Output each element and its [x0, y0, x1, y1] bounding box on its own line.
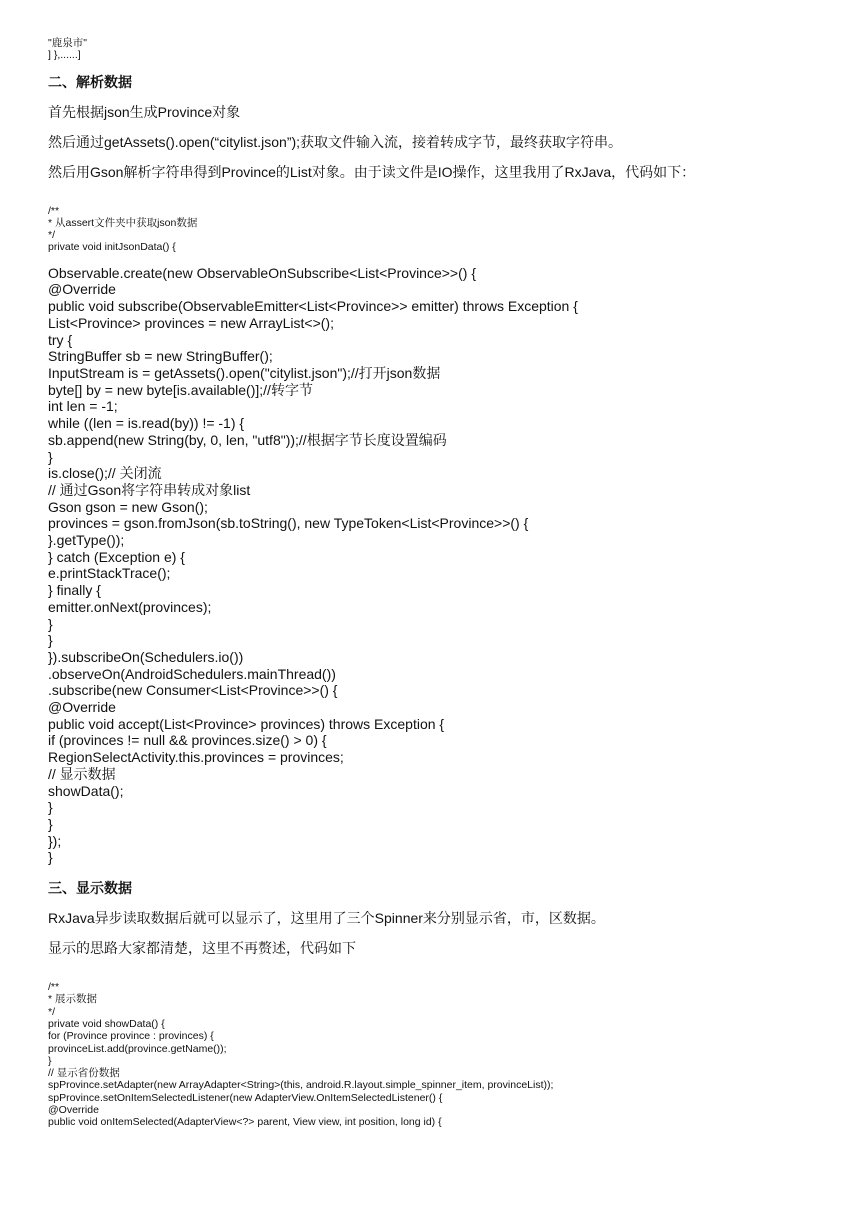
- code-line: byte[] by = new byte[is.available()];//转字节: [48, 381, 313, 398]
- code-line: is.close();// 关闭流: [48, 465, 162, 482]
- code-line: sb.append(new String(by, 0, len, "utf8"));//根据字节长度设置编码: [48, 431, 447, 448]
- code-block-init-json: [48, 265, 848, 866]
- code-line: }: [48, 448, 53, 465]
- code-line: }.getType());: [48, 532, 125, 549]
- paragraph: RxJava异步读取数据后就可以显示了，这里用了三个Spinner来分别显示省，市，区数据。: [48, 910, 605, 927]
- code-line: try {: [48, 331, 73, 348]
- code-line: provinceList.add(province.getName());: [48, 1042, 227, 1055]
- paragraph: 然后通过getAssets().open(“citylist.json”);获取文件输入流，接着转成字节，最终获取字符串。: [48, 133, 623, 150]
- code-line: }: [48, 1054, 52, 1067]
- top-fragment: [48, 37, 848, 62]
- code-line: // 显示数据: [48, 765, 116, 782]
- code-line: }).subscribeOn(Schedulers.io()): [48, 648, 244, 665]
- code-line: }: [48, 632, 53, 649]
- code-block-show-data: [48, 981, 848, 1129]
- section-heading-parse: 二、解析数据: [48, 73, 132, 90]
- code-line: public void accept(List<Province> provinces) throws Exception {: [48, 715, 445, 732]
- code-line: /**: [48, 204, 60, 217]
- code-line: .observeOn(AndroidSchedulers.mainThread()): [48, 665, 336, 682]
- code-line: ] },......]: [48, 49, 81, 62]
- paragraph: 首先根据json生成Province对象: [48, 103, 241, 120]
- code-line: Gson gson = new Gson();: [48, 498, 208, 515]
- code-line: // 通过Gson将字符串转成对象list: [48, 481, 251, 498]
- code-line: InputStream is = getAssets().open("citylist.json");//打开json数据: [48, 365, 441, 381]
- code-line: public void onItemSelected(AdapterView<?> parent, View view, int position, long id) {: [48, 1116, 442, 1129]
- code-line: List<Province> provinces = new ArrayList<>();: [48, 314, 334, 331]
- code-line: } finally {: [48, 582, 101, 599]
- code-line: .subscribe(new Consumer<List<Province>>() {: [48, 682, 338, 699]
- code-line: "鹿泉市": [48, 37, 87, 49]
- code-line: }: [48, 849, 53, 866]
- code-line: public void subscribe(ObservableEmitter<List<Province>> emitter) throws Exception {: [48, 298, 578, 315]
- code-line: StringBuffer sb = new StringBuffer();: [48, 348, 273, 365]
- code-line: private void initJsonData() {: [48, 241, 176, 254]
- code-line: @Override: [48, 1104, 99, 1117]
- code-line: /**: [48, 981, 60, 994]
- code-block-comment: [48, 205, 848, 254]
- document-page: [48, 37, 848, 1129]
- code-line: Observable.create(new ObservableOnSubscribe<List<Province>>() {: [48, 264, 476, 281]
- code-line: @Override: [48, 281, 116, 298]
- code-line: } catch (Exception e) {: [48, 548, 185, 565]
- code-line: showData();: [48, 782, 124, 799]
- code-line: */: [48, 229, 56, 242]
- code-line: * 从assert文件夹中获取json数据: [48, 216, 198, 229]
- code-line: for (Province province : provinces) {: [48, 1030, 214, 1043]
- code-line: });: [48, 832, 62, 849]
- section-heading-display: 三、显示数据: [48, 880, 132, 897]
- code-line: * 展示数据: [48, 993, 98, 1006]
- code-line: if (provinces != null && provinces.size() > 0) {: [48, 732, 327, 749]
- paragraph: 显示的思路大家都清楚，这里不再赘述，代码如下: [48, 940, 356, 957]
- paragraph: 然后用Gson解析字符串得到Province的List对象。由于读文件是IO操作，这里我用了RxJava，代码如下：: [48, 163, 696, 180]
- code-line: }: [48, 799, 53, 816]
- code-line: }: [48, 615, 53, 632]
- code-line: */: [48, 1005, 56, 1018]
- code-line: while ((len = is.read(by)) != -1) {: [48, 415, 245, 432]
- code-line: private void showData() {: [48, 1017, 165, 1030]
- code-line: // 显示省份数据: [48, 1067, 120, 1080]
- code-line: int len = -1;: [48, 398, 118, 415]
- code-line: spProvince.setAdapter(new ArrayAdapter<String>(this, android.R.layout.simple_spinner_item, provinceList));: [48, 1079, 554, 1092]
- code-line: }: [48, 815, 53, 832]
- code-line: RegionSelectActivity.this.provinces = provinces;: [48, 749, 344, 766]
- code-line: @Override: [48, 699, 116, 716]
- code-line: spProvince.setOnItemSelectedListener(new AdapterView.OnItemSelectedListener() {: [48, 1091, 443, 1104]
- code-line: emitter.onNext(provinces);: [48, 598, 212, 615]
- code-line: provinces = gson.fromJson(sb.toString(), new TypeToken<List<Province>>() {: [48, 515, 529, 532]
- code-line: e.printStackTrace();: [48, 565, 171, 582]
